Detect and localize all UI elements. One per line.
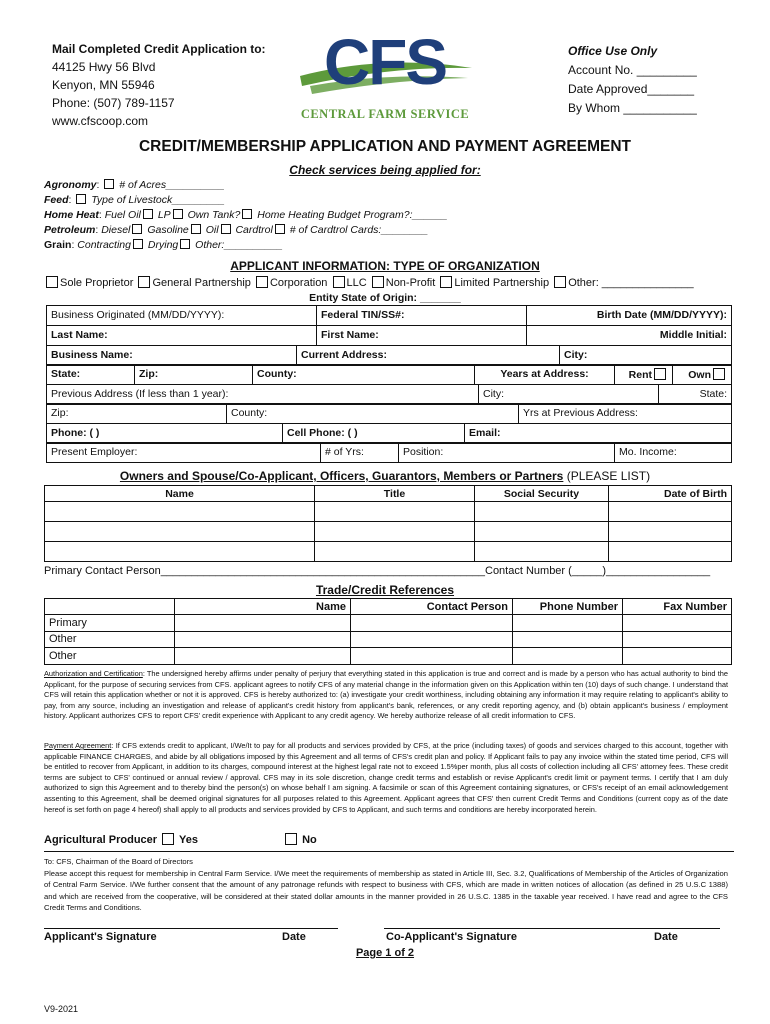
- feed-checkbox[interactable]: [76, 194, 86, 204]
- payment-text: [44, 741, 728, 815]
- entity-state: Entity State of Origin: _______: [309, 292, 461, 304]
- mailing-address: [52, 40, 266, 130]
- petro-gasoline: Gasoline: [147, 224, 189, 236]
- business-row: [46, 345, 732, 366]
- trade-col-blank: [45, 599, 175, 615]
- contracting-checkbox[interactable]: [133, 239, 143, 249]
- heat-tank: Own Tank?: [187, 209, 241, 221]
- years-at-address-field[interactable]: Years at Address:: [475, 365, 615, 385]
- own-label: Own: [688, 368, 711, 381]
- prev-city-field[interactable]: City:: [479, 385, 659, 405]
- office-heading: Office Use Only: [568, 44, 658, 58]
- agronomy-label: Agronomy: [44, 179, 97, 191]
- trade-row-label: Other: [45, 631, 175, 648]
- sole-checkbox[interactable]: [46, 276, 58, 288]
- owners-col-name: Name: [45, 486, 315, 502]
- middle-initial-field[interactable]: Middle Initial:: [527, 326, 732, 346]
- other-checkbox[interactable]: [554, 276, 566, 288]
- owners-heading: Owners and Spouse/Co-Applicant, Officers, Guarantors, Members or Partners: [119, 469, 564, 483]
- prev-address-field[interactable]: Previous Address (If less than 1 year):: [47, 385, 479, 405]
- applicant-heading: APPLICANT INFORMATION: TYPE OF ORGANIZATION: [230, 259, 540, 273]
- employer-row: [46, 442, 732, 463]
- office-by: By Whom ___________: [568, 101, 697, 115]
- petro-oil: Oil: [205, 224, 219, 236]
- mail-heading: Mail Completed Credit Application to:: [52, 42, 266, 56]
- authorization-text: [44, 669, 728, 722]
- auth-label: Authorization and Certification: [44, 669, 143, 678]
- state-row: [46, 364, 732, 385]
- prev-state-field[interactable]: State:: [659, 385, 732, 405]
- org-llc: LLC: [346, 277, 367, 289]
- phone-row: [46, 423, 732, 444]
- trade-col-phone: Phone Number: [513, 599, 623, 615]
- org-type-row: [44, 276, 694, 289]
- trade-row-label: Other: [45, 648, 175, 665]
- lp-checkbox[interactable]: [173, 209, 183, 219]
- org-other: Other: _______________: [568, 277, 694, 289]
- mail-street: 44125 Hwy 56 Blvd: [52, 60, 156, 74]
- corp-checkbox[interactable]: [256, 276, 268, 288]
- grain-contracting: Contracting: [77, 239, 131, 251]
- prev-county-field[interactable]: County:: [227, 404, 519, 424]
- applicant-signature-label: Applicant's Signature: [44, 931, 157, 943]
- phone-field[interactable]: Phone: ( ): [47, 424, 283, 444]
- primary-contact[interactable]: Primary Contact Person_____________________________________________________Contact Number (_____)_________________: [44, 565, 711, 577]
- producer-no-checkbox[interactable]: [285, 833, 297, 845]
- agronomy-checkbox[interactable]: [104, 179, 114, 189]
- board-to: To: CFS, Chairman of the Board of Directors: [44, 857, 193, 866]
- trade-row-label: Primary: [45, 615, 175, 632]
- page-title: CREDIT/MEMBERSHIP APPLICATION AND PAYMENT AGREEMENT: [138, 138, 631, 155]
- producer-label: Agricultural Producer: [44, 834, 158, 846]
- cardtrol-checkbox[interactable]: [275, 224, 285, 234]
- version-label: V9-2021: [44, 1004, 79, 1014]
- grain-other: Other:__________: [195, 239, 283, 251]
- limited-checkbox[interactable]: [440, 276, 452, 288]
- table-row: [45, 542, 732, 562]
- city-field[interactable]: City:: [560, 346, 732, 366]
- biz-originated-field[interactable]: Business Originated (MM/DD/YYYY):: [47, 306, 317, 326]
- owners-col-ssn: Social Security: [475, 486, 609, 502]
- first-name-field[interactable]: First Name:: [317, 326, 527, 346]
- producer-yes: Yes: [179, 834, 198, 846]
- state-field[interactable]: State:: [47, 365, 135, 385]
- auth-body: : The undersigned hereby affirms under penalty of perjury that everything stated in this application is true and correct and is made by a person who has actual authority to bind the Applicant, for the purpose of securing services from CFS. applicant agrees to notify CFS of any material change in the information given on this Application within ten (10) days of such change. I understand that CFS will retain this application whether or not it is approved. CFS is hereby authorized to: (a) investigate your credit worthiness, including obtaining any information it may require relating to applicant's ability to pay, from any source, including an investigation and release of applicant's credit history from applicant's bank, references, or any credit reporting agency, and (b) obtain applicant's business / employment history. Applicant authorizes CFS to report CFS' credit experience with Applicant to any credit agency. We hereby authorize release of all credit information to CFS.: [44, 669, 728, 721]
- feed-livestock: Type of Livestock_________: [91, 194, 225, 206]
- prev-zip-row: [46, 403, 732, 424]
- rent-checkbox[interactable]: [654, 368, 666, 380]
- heat-label: Home Heat: [44, 209, 99, 221]
- date-label-1: Date: [282, 931, 306, 943]
- feed-label: Feed: [44, 194, 69, 206]
- office-account: Account No. _________: [568, 63, 697, 77]
- owners-table: [44, 485, 732, 562]
- cell-phone-field[interactable]: Cell Phone: ( ): [283, 424, 465, 444]
- table-row: [45, 615, 732, 632]
- last-name-field[interactable]: Last Name:: [47, 326, 317, 346]
- own-checkbox[interactable]: [713, 368, 725, 380]
- producer-yes-checkbox[interactable]: [162, 833, 174, 845]
- services-subtitle: Check services being applied for:: [289, 163, 481, 177]
- yrs-prev-field[interactable]: Yrs at Previous Address:: [519, 404, 732, 424]
- own-tank-checkbox[interactable]: [242, 209, 252, 219]
- rent-label: Rent: [628, 368, 652, 381]
- trade-col-name: Name: [175, 599, 351, 615]
- zip-field[interactable]: Zip:: [135, 365, 253, 385]
- grain-drying: Drying: [147, 239, 179, 251]
- coapplicant-sig-line[interactable]: [384, 928, 720, 929]
- county-field[interactable]: County:: [253, 365, 475, 385]
- petro-cardtrol: Cardtrol: [235, 224, 273, 236]
- name-row: [46, 325, 732, 346]
- trade-table: [44, 598, 732, 665]
- table-row: [45, 648, 732, 665]
- trade-col-fax: Fax Number: [623, 599, 732, 615]
- org-corp: Corporation: [269, 277, 328, 289]
- org-sole: Sole Proprietor: [60, 277, 134, 289]
- office-use-box: [568, 42, 697, 118]
- owners-heading-note: (PLEASE LIST): [566, 469, 651, 483]
- prev-address-row: [46, 384, 732, 405]
- grain-label: Grain: [44, 239, 72, 251]
- petro-cards: # of Cardtrol Cards:________: [289, 224, 429, 236]
- org-limited: Limited Partnership: [454, 277, 550, 289]
- biz-name-field[interactable]: Business Name:: [47, 346, 297, 366]
- table-row: [45, 631, 732, 648]
- owners-heading-wrap: [0, 469, 770, 483]
- nonprofit-checkbox[interactable]: [372, 276, 384, 288]
- svg-text:CFS: CFS: [324, 26, 446, 98]
- email-field[interactable]: Email:: [465, 424, 732, 444]
- table-row: [45, 502, 732, 522]
- producer-row: [44, 833, 734, 851]
- mail-web: www.cfscoop.com: [52, 114, 149, 128]
- page-number: Page 1 of 2: [355, 947, 415, 959]
- oil-checkbox[interactable]: [221, 224, 231, 234]
- producer-no: No: [302, 834, 317, 846]
- owners-col-title: Title: [315, 486, 475, 502]
- producer-divider: [44, 851, 734, 852]
- birth-date-field[interactable]: Birth Date (MM/DD/YYYY):: [527, 306, 732, 326]
- gasoline-checkbox[interactable]: [191, 224, 201, 234]
- petro-label: Petroleum: [44, 224, 96, 236]
- payment-body: : If CFS extends credit to applicant, I/We/It to pay for all products and services provided by CFS, at the price (including taxes) of goods and services charged to this account, together with applicable FINANCE CHARGES, and abide by all obligations imposed by this Agreement and all terms of CFS's credit plan and policy. If Applicant fails to pay any invoice within the stated time period, CFS will be entitled to recover from Applicant, in addition to its charges, compound interest at the highest legal rate not to exceed 1.5%per month, plus all costs of collection including all CFS' attorney fees. These credit terms are subject to CFS' continued or annual review / approval. CFS may in its sole discretion, change credit terms and establish or revise Applicant's credit limit or payment terms. I certify that I am duly authorized to sign this Agreement and to thereby bind the person(s) on whose behalf I am signing. A facsimile or scan of this Agreement containing signatures, or CFS's receipt of an email acknowledgement assenting to this Agreement, shall be deemed original signatures for all purposes related to this Agreement. Applicant agrees that CFS' then current Credit Terms and Conditions (current copy as of the date hereof is set forth on page 4 hereof) shall apply to all products and services provided by CFS to Applicant, and such terms and conditions are hereby incorporated herein.: [44, 741, 729, 814]
- num-yrs-field[interactable]: # of Yrs:: [321, 443, 399, 463]
- mail-city: Kenyon, MN 55946: [52, 78, 155, 92]
- office-approved: Date Approved_______: [568, 82, 695, 96]
- mail-phone: Phone: (507) 789-1157: [52, 96, 175, 110]
- employer-field[interactable]: Present Employer:: [47, 443, 321, 463]
- coapplicant-signature-label: Co-Applicant's Signature: [386, 931, 517, 943]
- llc-checkbox[interactable]: [333, 276, 345, 288]
- trade-col-contact: Contact Person: [351, 599, 513, 615]
- cfs-logo: [290, 14, 480, 124]
- svg-text:CENTRAL FARM SERVICE: CENTRAL FARM SERVICE: [300, 107, 470, 121]
- applicant-sig-line[interactable]: [44, 928, 338, 929]
- trade-heading: Trade/Credit References: [315, 583, 455, 597]
- agronomy-acres: # of Acres__________: [119, 179, 225, 191]
- drying-checkbox[interactable]: [180, 239, 190, 249]
- petro-diesel: Diesel: [101, 224, 131, 236]
- fuel-oil-checkbox[interactable]: [143, 209, 153, 219]
- payment-label: Payment Agreement: [44, 741, 112, 750]
- prev-zip-field[interactable]: Zip:: [47, 404, 227, 424]
- heat-fuel: Fuel Oil: [104, 209, 141, 221]
- applicant-grid: [46, 305, 732, 326]
- heat-budget: Home Heating Budget Program?:______: [257, 209, 448, 221]
- services-section: Agronomy: # of Acres__________ Feed: Type of Livestock_________ Home Heat: Fuel Oil LP Own Tank? Home Heating Budget Program?:______ Petroleum: Diesel Gasoline Oil Cardtrol # of Cardtrol Cards:________ Grain: Contracting Drying Other:__________: [44, 179, 448, 251]
- board-text: Please accept this request for membership in Central Farm Service. I/We meet the requirements of membership as stated in Article III, Sec. 3.2, Qualifications of Membership of the Articles of Organization of Central Farm Service. I/We further consent that the amount of any patronage refunds with respect to business with CFS, which are made in written notices of allocation (as defined in 25 U.S.C 1388) and which are received from the cooperative, will be considered at their stated dollar amounts in the manner provided in 26 U.S.C. 1385 in the taxable year received. I have read and agree to the CFS Credit Terms and Conditions.: [44, 868, 728, 912]
- board-section: [44, 856, 728, 914]
- current-address-field[interactable]: Current Address:: [297, 346, 560, 366]
- table-row: [45, 522, 732, 542]
- org-nonprofit: Non-Profit: [385, 277, 436, 289]
- general-checkbox[interactable]: [138, 276, 150, 288]
- owners-col-dob: Date of Birth: [609, 486, 732, 502]
- diesel-checkbox[interactable]: [132, 224, 142, 234]
- heat-lp: LP: [157, 209, 171, 221]
- date-label-2: Date: [654, 931, 678, 943]
- org-general: General Partnership: [152, 277, 251, 289]
- mo-income-field[interactable]: Mo. Income:: [615, 443, 732, 463]
- position-field[interactable]: Position:: [399, 443, 615, 463]
- fed-tin-field[interactable]: Federal TIN/SS#:: [317, 306, 527, 326]
